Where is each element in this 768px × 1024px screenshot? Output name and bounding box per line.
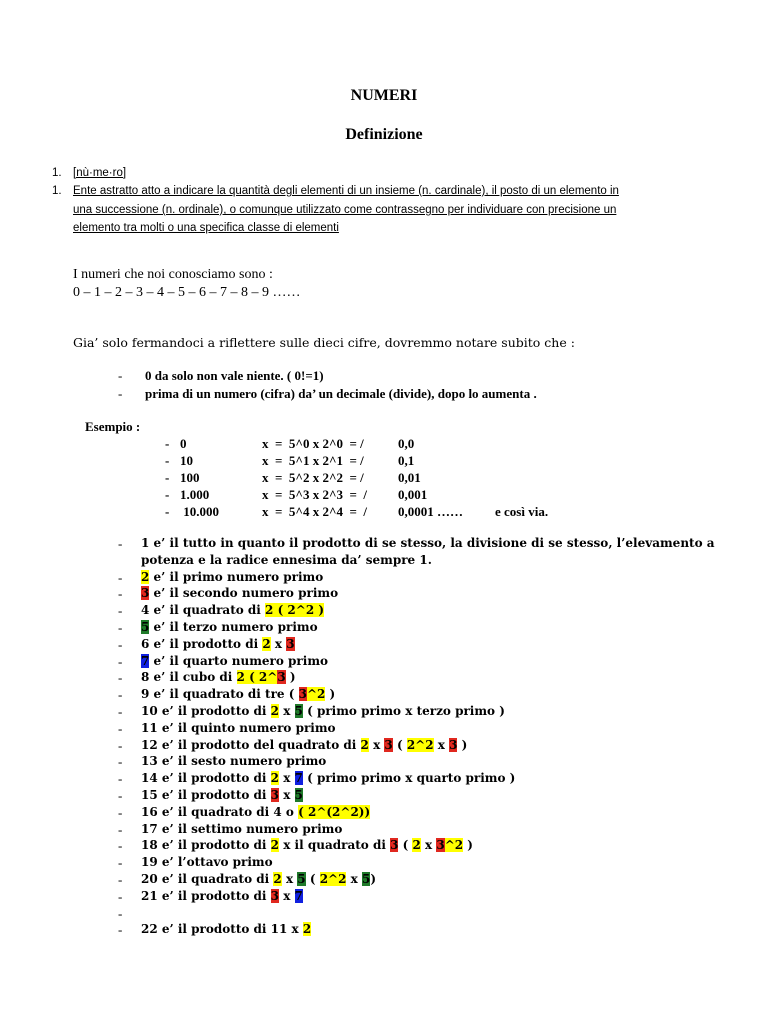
number-fact-text: [141, 738, 467, 752]
number-fact-text: [141, 889, 303, 903]
bullet-dash: -: [118, 670, 123, 686]
bullet-dash: -: [118, 368, 123, 383]
highlighted-number: 3: [141, 586, 150, 601]
highlighted-number: 2 ( 2^: [236, 670, 278, 685]
row-dash: -: [165, 470, 170, 485]
fact-segment: 9 e’ il quadrato di tre (: [141, 687, 299, 702]
list-number: 1.: [52, 185, 62, 197]
highlighted-number: 7: [294, 771, 303, 786]
bullet-dash: -: [118, 720, 123, 736]
fact-segment: 13 e’ il sesto numero primo: [141, 754, 327, 769]
observation-text: Gia’ solo fermandoci a riflettere sulle dieci cifre, dovremmo notare subito che :: [73, 335, 575, 350]
fact-segment: 6 e’ il prodotto di: [141, 636, 263, 651]
bullet-dash: -: [118, 603, 123, 619]
bullet-dash: -: [118, 536, 123, 551]
number-fact-text: [141, 586, 338, 600]
highlighted-number: 2: [270, 704, 280, 718]
highlighted-number: ^2: [444, 838, 464, 853]
highlighted-number: 2: [412, 838, 421, 853]
highlighted-number: 2: [262, 636, 271, 651]
fact-segment: (: [305, 872, 320, 886]
fact-segment: ): [370, 872, 377, 886]
bullet-text: 0 da solo non vale niente. ( 0!=1): [145, 368, 324, 383]
highlighted-number: 3: [384, 737, 393, 752]
highlighted-number: 5: [141, 620, 150, 634]
row-dash: -: [165, 487, 170, 502]
section-heading: Definizione: [345, 126, 423, 143]
highlighted-number: 2: [270, 771, 280, 786]
highlighted-number: 3: [270, 788, 280, 802]
number-fact-text: [141, 872, 376, 886]
highlighted-number: 3: [298, 687, 307, 702]
fact-segment: x: [279, 771, 295, 786]
highlighted-number: 2^2: [319, 872, 347, 886]
highlighted-number: 2: [273, 872, 282, 886]
fact-segment: x: [346, 872, 362, 886]
fact-segment: 11 e’ il quinto numero primo: [141, 720, 336, 735]
highlighted-number: 3: [436, 838, 445, 853]
row-dash: -: [165, 436, 170, 451]
fact-segment: 20 e’ il quadrato di: [141, 872, 274, 886]
definition-line: Ente astratto atto a indicare la quantità degli elementi di un insieme (n. cardinale), il posto di un elemento in: [73, 185, 619, 197]
fact-segment: ( primo primo x terzo primo ): [302, 704, 505, 718]
fact-segment: x: [433, 737, 450, 752]
row-result: 0,001: [398, 487, 428, 502]
row-number: 10.000: [180, 504, 219, 519]
number-fact-text: potenza e la radice ennesima da’ sempre 1.: [141, 552, 432, 567]
number-fact-text: [141, 637, 295, 651]
bullet-dash: -: [118, 386, 123, 401]
number-fact-text: [141, 855, 273, 869]
row-dash: -: [165, 453, 170, 468]
fact-segment: 10 e’ il prodotto di: [141, 704, 271, 718]
number-fact-text: [141, 603, 324, 617]
fact-segment: ): [285, 670, 296, 685]
fact-segment: 15 e’ il prodotto di: [141, 788, 271, 802]
highlighted-number: 5: [297, 872, 306, 886]
fact-segment: 16 e’ il quadrato di 4 o: [141, 804, 299, 819]
example-row: [0, 470, 768, 487]
number-fact-text: [141, 838, 473, 852]
bullet-dash: -: [118, 636, 123, 652]
example-row: [0, 453, 768, 470]
bullet-dash: -: [118, 855, 123, 871]
row-result: 0,0: [398, 436, 415, 451]
fact-segment: e’ il secondo numero primo: [149, 586, 339, 601]
highlighted-number: 2: [360, 737, 369, 752]
bullet-dash: -: [118, 687, 123, 703]
row-result: 0,1: [398, 453, 415, 468]
number-fact-text: [141, 704, 505, 718]
fact-segment: x il quadrato di: [279, 838, 391, 853]
row-number: 1.000: [180, 487, 210, 502]
row-result: 0,0001 ……: [398, 504, 463, 519]
fact-segment: ): [325, 687, 336, 702]
digits-line: 0 – 1 – 2 – 3 – 4 – 5 – 6 – 7 – 8 – 9 ……: [73, 285, 301, 300]
fact-segment: 4 e’ il quadrato di: [141, 603, 266, 618]
bullet-dash: -: [118, 905, 123, 921]
fact-segment: x: [279, 704, 295, 718]
fact-segment: x: [281, 872, 298, 886]
bullet-dash: -: [118, 922, 123, 938]
highlighted-number: 2 ( 2^2 ): [265, 603, 325, 618]
row-number: 100: [180, 470, 200, 485]
highlighted-number: 7: [294, 888, 303, 903]
number-fact-text: [141, 721, 336, 735]
fact-segment: e’ il primo numero primo: [149, 569, 324, 584]
bullet-dash: -: [118, 821, 123, 837]
row-number: 0: [180, 436, 187, 451]
fact-segment: 17 e’ il settimo numero primo: [141, 821, 343, 836]
bullet-dash: -: [118, 771, 123, 787]
example-row: [0, 487, 768, 504]
fact-segment: e’ il terzo numero primo: [149, 620, 318, 634]
fact-segment: 14 e’ il prodotto di: [141, 771, 271, 786]
definition-line: una successione (n. ordinale), o comunque utilizzato come contrassegno per individuare con precisione un: [73, 204, 617, 216]
example-row: [0, 504, 768, 521]
fact-segment: 22 e’ il prodotto di 11 x: [141, 922, 303, 937]
number-fact-text: [141, 922, 311, 936]
bullet-text: prima di un numero (cifra) da’ un decimale (divide), dopo lo aumenta .: [145, 386, 537, 401]
fact-segment: 12 e’ il prodotto del quadrato di: [141, 737, 361, 752]
definition-line: elemento tra molti o una specifica classe di elementi: [73, 222, 339, 234]
bullet-dash: -: [118, 888, 123, 904]
highlighted-number: 2: [141, 569, 150, 584]
fact-segment: (: [398, 838, 413, 853]
bullet-dash: -: [118, 838, 123, 854]
number-fact-text: [141, 788, 303, 802]
fact-segment: 19 e’ l’ottavo primo: [141, 855, 273, 870]
number-fact-text: [141, 754, 326, 768]
row-formula: x = 5^1 x 2^1 = /: [262, 453, 364, 468]
fact-segment: 21 e’ il prodotto di: [141, 888, 271, 903]
fact-segment: 8 e’ il cubo di: [141, 670, 237, 685]
bullet-dash: -: [118, 804, 123, 820]
number-fact-text: [141, 670, 296, 684]
row-ending: e così via.: [495, 504, 549, 519]
fact-segment: x: [279, 888, 295, 903]
row-formula: x = 5^3 x 2^3 = /: [262, 487, 368, 502]
highlighted-number: 3: [270, 888, 280, 903]
number-fact-text: [141, 687, 335, 701]
number-fact-text: [141, 570, 323, 584]
number-fact-text: [141, 822, 342, 836]
row-dash: -: [165, 504, 170, 519]
number-fact-text: 1 e’ il tutto in quanto il prodotto di se stesso, la divisione di se stesso, l’elevamento a: [141, 536, 715, 550]
highlighted-number: 5: [294, 704, 303, 718]
list-number: 1.: [52, 167, 62, 179]
bullet-dash: -: [118, 704, 123, 719]
number-fact-text: [141, 620, 318, 634]
page-title: NUMERI: [350, 87, 418, 104]
fact-segment: e’ il quarto numero primo: [149, 653, 329, 668]
highlighted-number: 7: [141, 653, 150, 668]
row-number: 10: [180, 453, 193, 468]
bullet-dash: -: [118, 586, 123, 602]
row-formula: x = 5^0 x 2^0 = /: [262, 436, 364, 451]
row-formula: x = 5^2 x 2^2 = /: [262, 470, 364, 485]
bullet-dash: -: [118, 754, 123, 770]
fact-segment: 18 e’ il prodotto di: [141, 838, 271, 853]
fact-segment: ( primo primo x quarto primo ): [302, 771, 516, 786]
highlighted-number: 3: [277, 670, 286, 685]
number-fact-text: [141, 805, 370, 819]
highlighted-number: ^2: [306, 687, 326, 702]
fact-segment: x: [270, 636, 287, 651]
fact-segment: x: [279, 788, 295, 802]
fact-segment: x: [420, 838, 437, 853]
highlighted-number: 5: [361, 872, 371, 886]
bullet-dash: -: [118, 620, 123, 635]
fact-segment: x: [368, 737, 385, 752]
highlighted-number: 5: [294, 788, 303, 802]
intro-line: I numeri che noi conosciamo sono :: [73, 267, 273, 282]
bullet-dash: -: [118, 872, 123, 887]
highlighted-number: 2^2: [406, 737, 434, 752]
number-fact-text: [141, 771, 515, 785]
fact-segment: ): [457, 737, 468, 752]
highlighted-number: 3: [390, 838, 399, 853]
example-row: [0, 436, 768, 453]
bullet-dash: -: [118, 788, 123, 803]
bullet-dash: -: [118, 653, 123, 669]
highlighted-number: 2: [302, 922, 312, 937]
row-result: 0,01: [398, 470, 421, 485]
highlighted-number: ( 2^(2^2)): [298, 804, 371, 819]
pronunciation: [nù·me·ro]: [73, 167, 127, 179]
example-label: Esempio :: [85, 419, 141, 434]
highlighted-number: 3: [449, 737, 458, 752]
highlighted-number: 3: [286, 636, 295, 651]
highlighted-number: 2: [270, 838, 280, 853]
row-formula: x = 5^4 x 2^4 = /: [262, 504, 368, 519]
fact-segment: (: [392, 737, 407, 752]
number-fact-text: [141, 654, 328, 668]
bullet-dash: -: [118, 569, 123, 585]
fact-segment: ): [463, 838, 473, 853]
bullet-dash: -: [118, 737, 123, 753]
